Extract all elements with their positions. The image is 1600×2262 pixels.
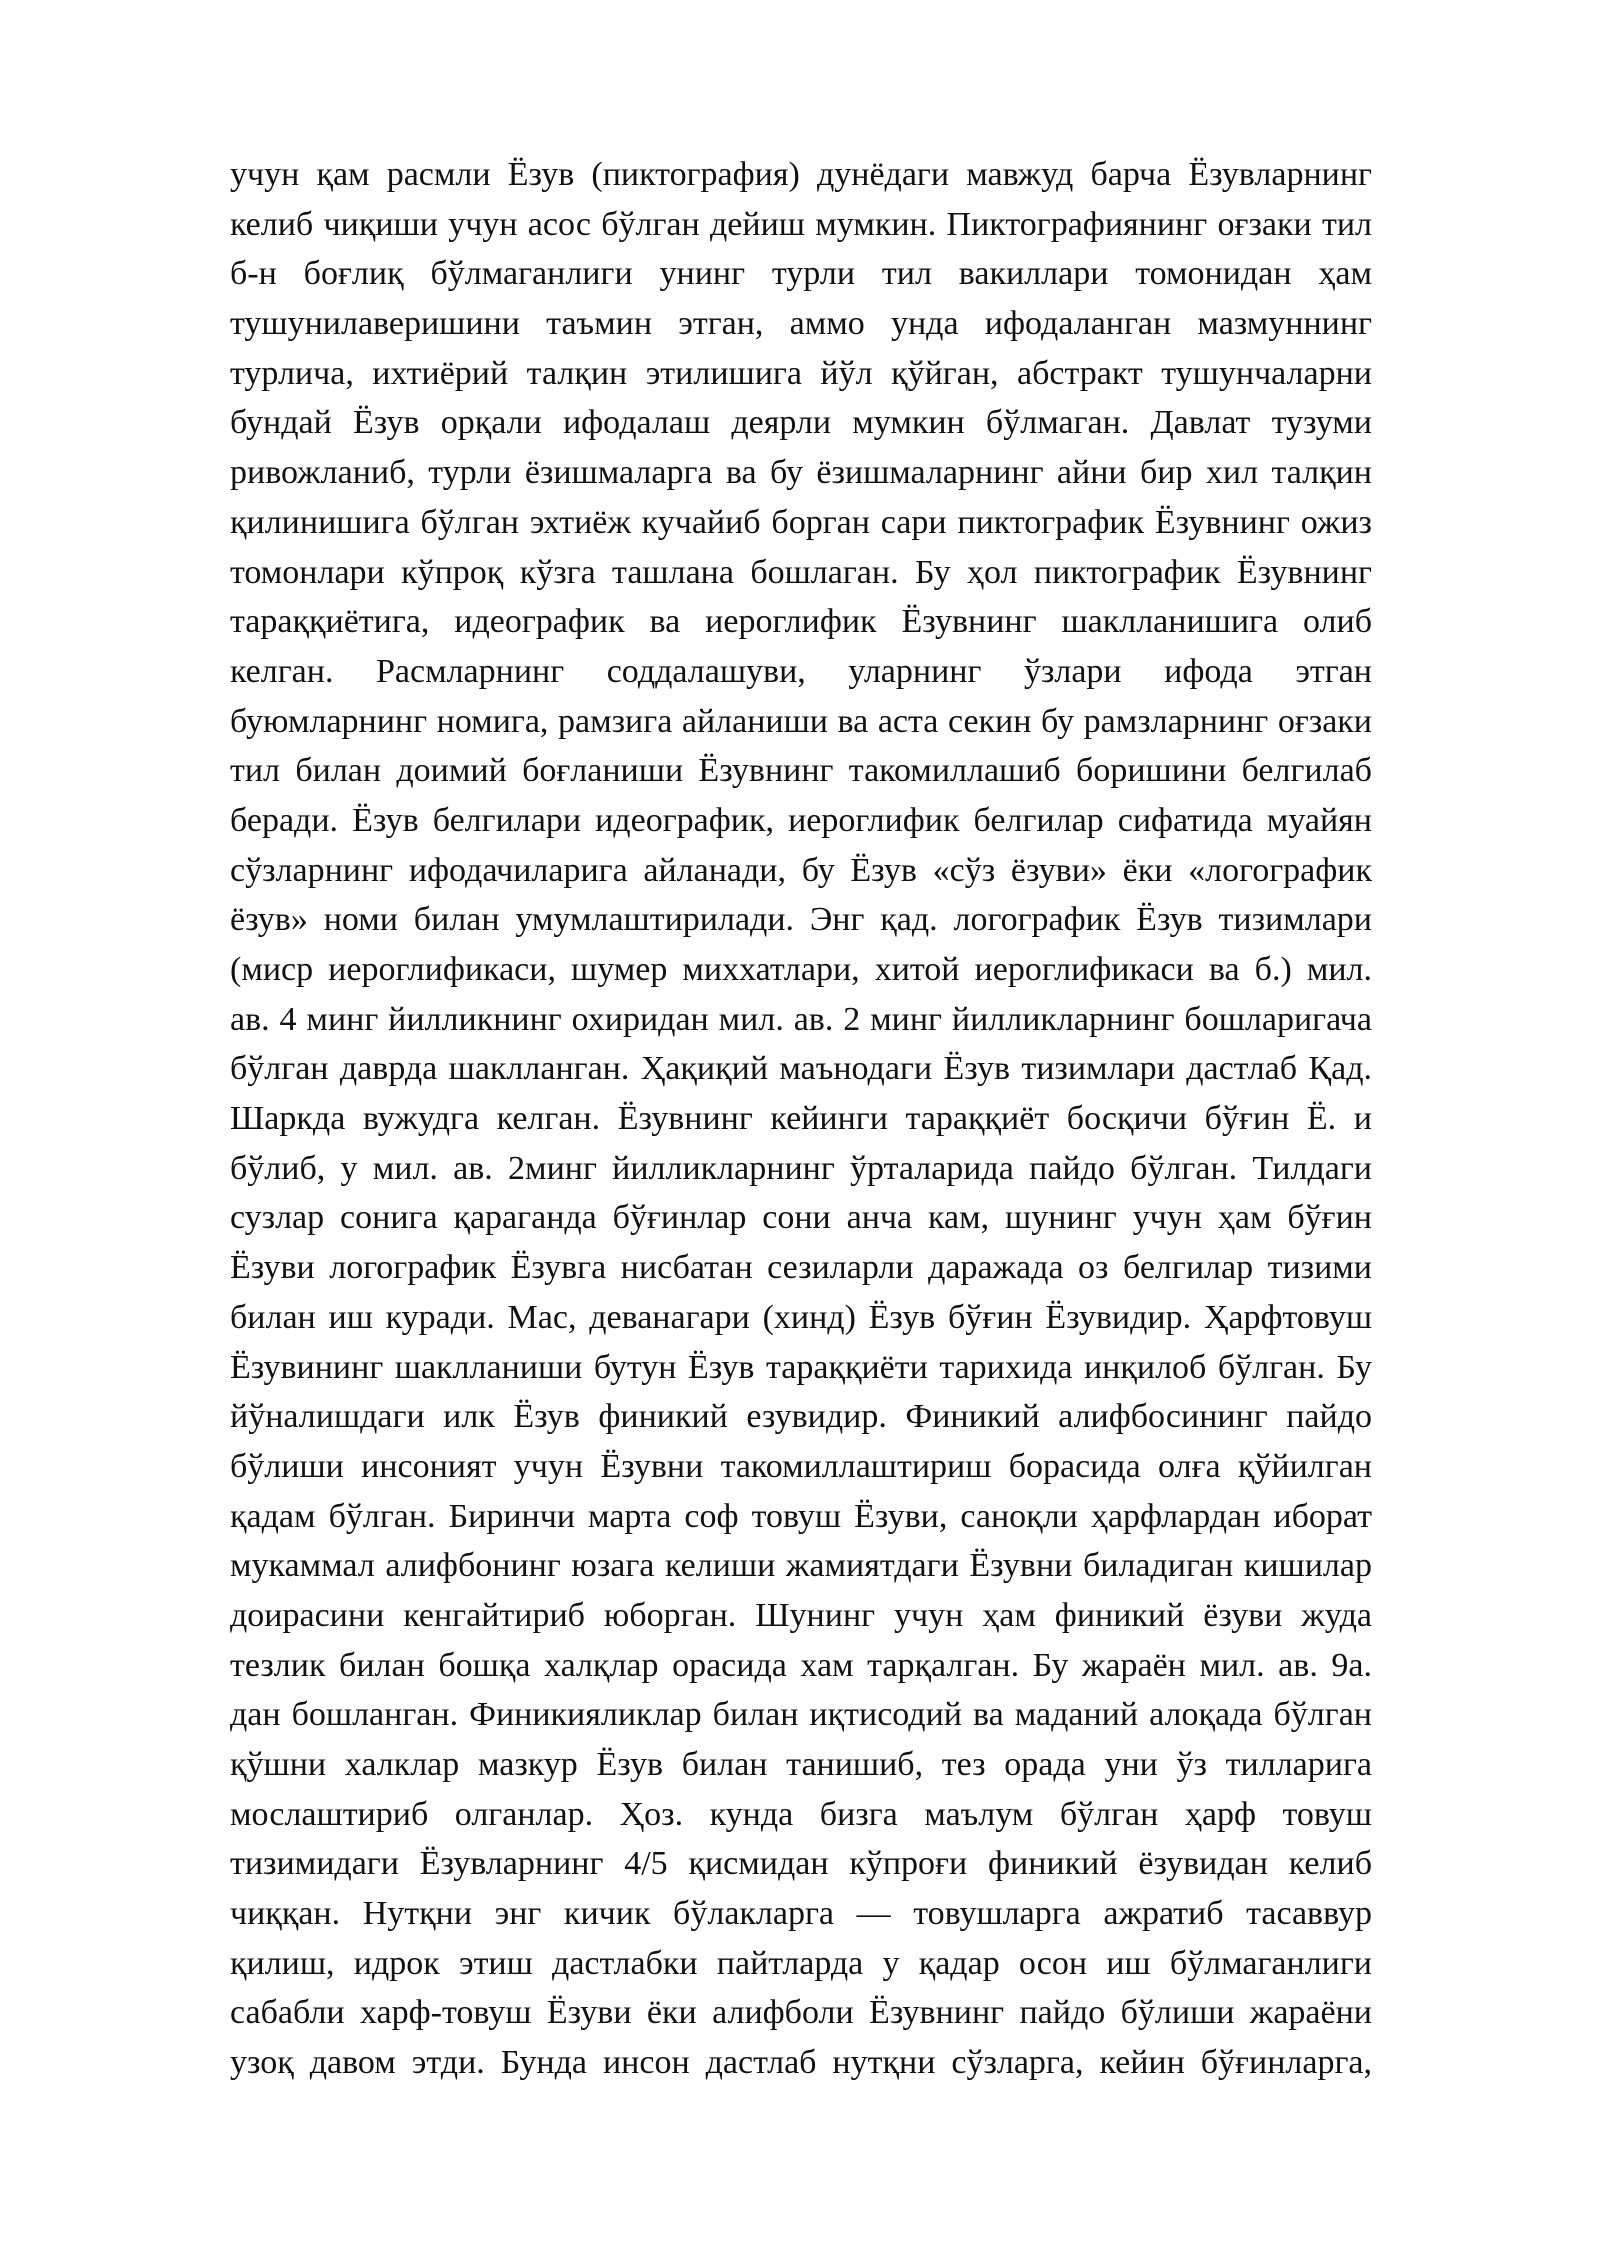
text-line: Шаркда вужудга келган. Ёзувнинг кейинги тараққиёт босқичи бўғин Ё. и: [230, 1100, 1372, 1138]
text-line: келган. Расмларнинг соддалашуви, уларнинг ўзлари ифода этган: [230, 652, 1372, 690]
text-line: буюмларнинг номига, рамзига айланиши ва аста секин бу рамзларнинг оғзаки: [230, 702, 1372, 740]
text-line: бўлган даврда шаклланган. Ҳақиқий маънодаги Ёзув тизимлари дастлаб Қад.: [230, 1050, 1372, 1088]
text-line: чиққан. Нутқни энг кичик бўлакларга — товушларга ажратиб тасаввур: [230, 1895, 1372, 1933]
text-line: Ёзувининг шаклланиши бутун Ёзув тараққиёти тарихида инқилоб бўлган. Бу: [230, 1348, 1372, 1386]
body-text: [230, 150, 1372, 2088]
text-line: Ёзуви логографик Ёзувга нисбатан сезиларли даражада оз белгилар тизими: [230, 1249, 1372, 1287]
text-line: б-н боғлиқ бўлмаганлиги унинг турли тил вакиллари томонидан ҳам: [230, 255, 1372, 293]
text-line: узоқ давом этди. Бунда инсон дастлаб нутқни сўзларга, кейин бўғинларга,: [230, 2044, 1372, 2082]
text-line: сузлар сонига қараганда бўғинлар сони анча кам, шунинг учун ҳам бўғин: [230, 1199, 1372, 1237]
text-line: қилинишига бўлган эхтиёж кучайиб борган сари пиктографик Ёзувнинг ожиз: [230, 503, 1372, 541]
text-line: қилиш, идрок этиш дастлабки пайтларда у қадар осон иш бўлмаганлиги: [230, 1944, 1372, 1982]
text-line: бундай Ёзув орқали ифодалаш деярли мумкин бўлмаган. Давлат тузуми: [230, 404, 1372, 442]
text-line: учун қам расмли Ёзув (пиктография) дунёдаги мавжуд барча Ёзувларнинг: [230, 156, 1372, 193]
text-line: бўлиб, у мил. ав. 2минг йилликларнинг ўрталарида пайдо бўлган. Тилдаги: [230, 1149, 1372, 1187]
text-line: тараққиётига, идеографик ва иероглифик Ёзувнинг шаклланишига олиб: [230, 603, 1372, 641]
text-line: тил билан доимий боғланиши Ёзувнинг такомиллашиб боришини белгилаб: [230, 752, 1372, 790]
text-line: дан бошланган. Финикияликлар билан иқтисодий ва маданий алоқада бўлган: [230, 1696, 1372, 1734]
text-line: бўлиши инсоният учун Ёзувни такомиллаштириш борасида олға қўйилган: [230, 1447, 1372, 1485]
text-line: мукаммал алифбонинг юзага келиши жамиятдаги Ёзувни биладиган кишилар: [230, 1547, 1372, 1585]
text-line: (миср иероглификаси, шумер миххатлари, хитой иероглификаси ва б.) мил.: [230, 951, 1372, 988]
text-line: томонлари кўпроқ кўзга ташлана бошлаган. Бу ҳол пиктографик Ёзувнинг: [230, 553, 1372, 591]
text-line: доирасини кенгайтириб юборган. Шунинг учун ҳам финикий ёзуви жуда: [230, 1596, 1372, 1634]
text-line: ав. 4 минг йилликнинг охиридан мил. ав. 2 минг йилликларнинг бошларигача: [230, 1000, 1372, 1038]
text-line: қадам бўлган. Биринчи марта соф товуш Ёзуви, саноқли ҳарфлардан иборат: [230, 1497, 1372, 1535]
text-line: беради. Ёзув белгилари идеографик, иероглифик белгилар сифатида муайян: [230, 801, 1372, 839]
text-line: тушунилаверишини таъмин этган, аммо унда ифодаланган мазмуннинг: [230, 305, 1372, 343]
text-line: тезлик билан бошқа халқлар орасида хам тарқалган. Бу жараён мил. ав. 9а.: [230, 1646, 1372, 1684]
text-line: ривожланиб, турли ёзишмаларга ва бу ёзишмаларнинг айни бир хил талқин: [230, 454, 1372, 492]
text-line: йўналишдаги илк Ёзув финикий езувидир. Финикий алифбосининг пайдо: [230, 1398, 1372, 1436]
text-line: сўзларнинг ифодачиларига айланади, бу Ёзув «сўз ёзуви» ёки «логографик: [230, 851, 1372, 889]
text-line: билан иш куради. Мас, деванагари (хинд) Ёзув бўғин Ёзувидир. Ҳарфтовуш: [230, 1298, 1372, 1336]
text-line: турлича, ихтиёрий талқин этилишига йўл қўйган, абстракт тушунчаларни: [230, 354, 1372, 392]
text-line: тизимидаги Ёзувларнинг 4/5 қисмидан кўпроғи финикий ёзувидан келиб: [230, 1845, 1372, 1883]
text-line: келиб чиқиши учун асос бўлган дейиш мумкин. Пиктографиянинг оғзаки тил: [230, 205, 1372, 243]
text-line: мослаштириб олганлар. Ҳоз. кунда бизга маълум бўлган ҳарф товуш: [230, 1795, 1372, 1833]
text-line: қўшни халклар мазкур Ёзув билан танишиб, тез орада уни ўз тилларига: [230, 1746, 1372, 1783]
text-line: ёзув» номи билан умумлаштирилади. Энг қад. логографик Ёзув тизимлари: [230, 901, 1372, 939]
text-line: сабабли харф-товуш Ёзуви ёки алифболи Ёзувнинг пайдо бўлиши жараёни: [230, 1994, 1372, 2032]
